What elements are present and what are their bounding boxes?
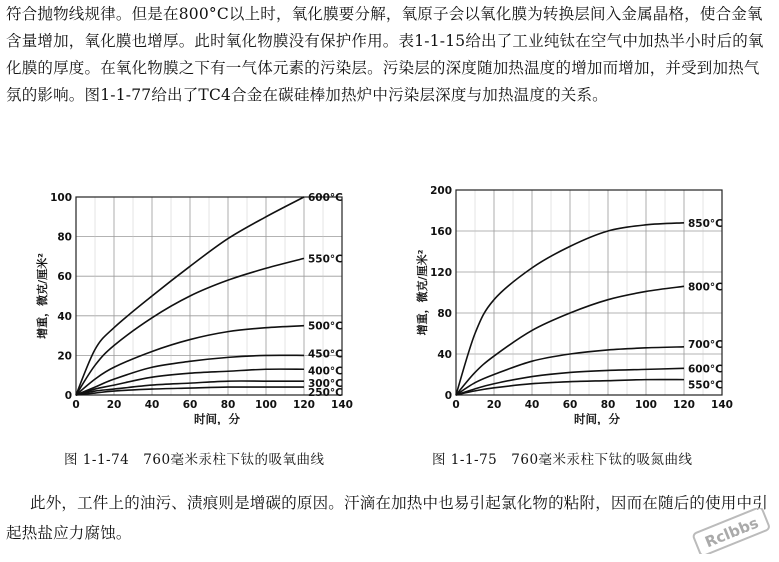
x-tick-label: 80: [220, 399, 236, 411]
y-tick-label: 80: [57, 231, 72, 244]
x-tick-label: 120: [293, 399, 315, 411]
x-tick-label: 20: [486, 399, 502, 411]
y-tick-label: 0: [64, 390, 72, 402]
series-label: 850°C: [688, 217, 723, 230]
watermark-text: Rclbbs: [702, 513, 762, 552]
y-tick-label: 80: [437, 308, 452, 320]
x-tick-label: 40: [144, 399, 160, 411]
series-label: 250°C: [308, 387, 343, 400]
x-tick-label: 20: [106, 399, 122, 411]
series-label: 550°C: [308, 253, 343, 266]
x-axis-label: 时间，分: [194, 412, 240, 425]
y-tick-label: 40: [437, 349, 452, 361]
body-paragraph-bottom: 此外，工件上的油污、渍痕则是增碳的原因。汗滴在加热中也易引起氯化物的粘附，因而在随后的使用中引起热盐应力腐蚀。: [6, 494, 768, 542]
series-label: 300°C: [308, 378, 343, 391]
x-tick-label: 80: [600, 399, 616, 411]
figure-caption-left: 图 1-1-74 760毫米汞柱下钛的吸氧曲线: [64, 452, 325, 468]
oxygen-absorption-chart: [30, 185, 370, 425]
series-label: 700°C: [688, 338, 723, 351]
x-tick-label: 40: [524, 399, 540, 411]
x-tick-label: 140: [711, 399, 733, 411]
y-tick-label: 0: [444, 390, 452, 402]
y-axis-label: 增重，微克/厘米²: [36, 253, 49, 339]
figure-caption-right: 图 1-1-75 760毫米汞柱下钛的吸氮曲线: [432, 452, 693, 468]
body-paragraph-top: 符合抛物线规律。但是在800°C以上时，氧化膜要分解，氧原子会以氧化膜为转换层间入金属晶格，使合金氧含量增加，氧化膜也增厚。此时氧化物膜没有保护作用。表1-1-15给出了工业纯钛在空气中加热半小时后的氧化膜的厚度。在氧化物膜之下有一气体元素的污染层。污染层的深度随加热温度的增加而增加，并受到加热气氛的影响。图1-1-77给出了TC4合金在碳硅棒加热炉中污染层深度与加热温度的关系。: [6, 5, 764, 104]
x-axis-label: 时间，分: [574, 412, 620, 425]
x-tick-label: 0: [452, 399, 460, 411]
nitrogen-absorption-chart: [410, 180, 750, 425]
x-tick-label: 120: [673, 399, 695, 411]
chart-svg: [30, 185, 370, 425]
chart-svg: [410, 180, 750, 425]
y-tick-label: 100: [50, 192, 72, 204]
y-tick-label: 120: [430, 267, 452, 279]
series-label: 450°C: [308, 348, 343, 361]
series-label: 550°C: [688, 379, 723, 392]
y-axis-label: 增重，微克/厘米²: [416, 249, 429, 336]
y-tick-label: 60: [57, 271, 72, 284]
y-tick-label: 20: [57, 350, 72, 363]
series-label: 600°C: [308, 192, 343, 204]
watermark-logo: [686, 508, 774, 554]
y-tick-label: 200: [430, 185, 452, 197]
series-label: 800°C: [688, 281, 723, 294]
series-label: 500°C: [308, 320, 343, 333]
y-tick-label: 160: [430, 226, 452, 238]
x-tick-label: 0: [72, 399, 80, 411]
x-tick-label: 60: [182, 399, 198, 411]
series-label: 400°C: [308, 365, 343, 378]
x-tick-label: 140: [331, 399, 353, 411]
y-tick-label: 40: [57, 310, 72, 323]
x-tick-label: 100: [635, 399, 657, 411]
x-tick-label: 100: [255, 399, 277, 411]
series-label: 600°C: [688, 363, 723, 376]
x-tick-label: 60: [562, 399, 578, 411]
